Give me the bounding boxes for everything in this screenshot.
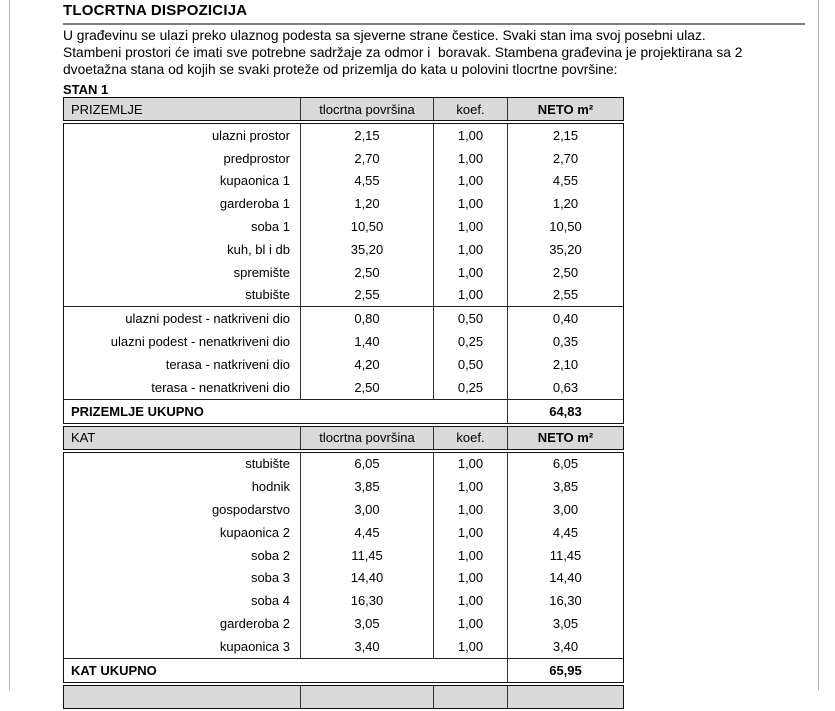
col-header-tlocrtna-povrsina <box>300 686 433 708</box>
neto-cell: 2,50 <box>507 261 623 284</box>
area-cell: 2,50 <box>300 376 433 399</box>
total-row-prizemlje <box>64 399 623 423</box>
neto-cell: 0,35 <box>507 330 623 353</box>
room-name-cell: kupaonica 1 <box>219 173 290 189</box>
area-cell: 0,80 <box>300 307 433 330</box>
table-row <box>64 376 623 399</box>
area-cell: 3,40 <box>300 635 433 658</box>
area-cell: 1,20 <box>300 192 433 215</box>
room-name-cell: stubište <box>245 456 290 472</box>
room-name-cell: kupaonica 3 <box>219 638 290 654</box>
room-name-cell: ulazni podest - nenatkriveni dio <box>110 334 290 350</box>
table-row <box>64 330 623 353</box>
table-row <box>64 261 623 284</box>
neto-cell: 35,20 <box>507 238 623 261</box>
area-cell: 14,40 <box>300 567 433 590</box>
area-cell: 2,55 <box>300 284 433 307</box>
koef-cell: 1,00 <box>433 238 507 261</box>
floor-name-cell <box>64 686 300 708</box>
koef-cell: 0,50 <box>433 353 507 376</box>
intro-line: Stambeni prostori će imati sve potrebne sadržaje za odmor i boravak. Stambena građevina je projektirana sa 2 <box>63 45 743 60</box>
koef-cell: 1,00 <box>433 261 507 284</box>
col-header-koef <box>433 686 507 708</box>
total-label-cell: KAT UKUPNO <box>71 662 157 678</box>
koef-cell: 1,00 <box>433 589 507 612</box>
neto-cell: 10,50 <box>507 215 623 238</box>
area-cell: 1,40 <box>300 330 433 353</box>
table-row <box>64 635 623 658</box>
table-row <box>64 612 623 635</box>
koef-cell: 1,00 <box>433 453 507 476</box>
koef-cell: 0,50 <box>433 307 507 330</box>
area-cell: 16,30 <box>300 589 433 612</box>
table-row <box>64 475 623 498</box>
area-cell: 3,85 <box>300 475 433 498</box>
koef-cell: 1,00 <box>433 635 507 658</box>
neto-cell: 16,30 <box>507 589 623 612</box>
neto-cell: 2,70 <box>507 147 623 170</box>
room-name-cell: spremište <box>233 264 290 280</box>
table-row <box>64 544 623 567</box>
table-row <box>64 284 623 307</box>
intro-paragraph <box>63 27 805 78</box>
room-name-cell: garderoba 1 <box>219 196 290 212</box>
room-name-cell: gospodarstvo <box>211 502 290 518</box>
area-cell: 2,50 <box>300 261 433 284</box>
neto-cell: 0,63 <box>507 376 623 399</box>
koef-cell: 0,25 <box>433 376 507 399</box>
room-name-cell: soba 1 <box>250 219 290 235</box>
table-row <box>64 521 623 544</box>
intro-line: U građevinu se ulazi preko ulaznog podesta sa sjeverne strane čestice. Svaki stan ima svoj posebni ulaz. <box>63 28 706 43</box>
room-name-cell: kupaonica 2 <box>219 524 290 540</box>
area-tables <box>63 97 624 709</box>
neto-cell: 0,40 <box>507 307 623 330</box>
room-name-cell: soba 4 <box>250 593 290 609</box>
table-row <box>64 124 623 147</box>
room-name-cell: stubište <box>245 287 290 303</box>
total-row-kat <box>64 658 623 682</box>
next-section-header-partial <box>63 685 624 709</box>
koef-cell: 1,00 <box>433 612 507 635</box>
table-header-row <box>64 686 623 708</box>
koef-cell: 1,00 <box>433 124 507 147</box>
table-row <box>64 306 623 330</box>
area-cell: 4,55 <box>300 170 433 193</box>
table-row <box>64 589 623 612</box>
area-cell: 3,00 <box>300 498 433 521</box>
area-cell: 4,45 <box>300 521 433 544</box>
left-text-boundary-line <box>9 0 10 690</box>
room-name-cell: ulazni podest - natkriveni dio <box>125 311 290 327</box>
table-row <box>64 215 623 238</box>
koef-cell: 1,00 <box>433 498 507 521</box>
neto-cell: 11,45 <box>507 544 623 567</box>
table-row <box>64 453 623 476</box>
room-name-cell: soba 2 <box>250 547 290 563</box>
total-value-cell: 64,83 <box>507 400 623 423</box>
neto-cell: 14,40 <box>507 567 623 590</box>
area-cell: 3,05 <box>300 612 433 635</box>
area-cell: 4,20 <box>300 353 433 376</box>
koef-cell: 1,00 <box>433 170 507 193</box>
neto-cell: 3,40 <box>507 635 623 658</box>
koef-cell: 1,00 <box>433 192 507 215</box>
room-name-cell: hodnik <box>251 479 290 495</box>
room-name-cell: terasa - natkriveni dio <box>165 356 290 372</box>
koef-cell: 0,25 <box>433 330 507 353</box>
neto-cell: 4,45 <box>507 521 623 544</box>
neto-cell: 6,05 <box>507 453 623 476</box>
document-content <box>63 0 805 711</box>
table-row <box>64 353 623 376</box>
section-title: TLOCRTNA DISPOZICIJA <box>63 3 805 25</box>
neto-cell: 3,00 <box>507 498 623 521</box>
neto-cell: 2,15 <box>507 124 623 147</box>
col-header-tlocrtna-povrsina: tlocrtna površina <box>300 98 433 120</box>
col-header-tlocrtna-povrsina: tlocrtna površina <box>300 427 433 449</box>
table-row <box>64 147 623 170</box>
table-row <box>64 567 623 590</box>
koef-cell: 1,00 <box>433 521 507 544</box>
koef-cell: 1,00 <box>433 544 507 567</box>
table-header-row <box>64 427 623 449</box>
total-label-cell: PRIZEMLJE UKUPNO <box>71 403 204 419</box>
neto-cell: 4,55 <box>507 170 623 193</box>
neto-cell: 2,55 <box>507 284 623 307</box>
koef-cell: 1,00 <box>433 215 507 238</box>
neto-cell: 1,20 <box>507 192 623 215</box>
area-cell: 11,45 <box>300 544 433 567</box>
room-name-cell: ulazni prostor <box>211 127 290 143</box>
col-header-neto-m2: NETO m² <box>507 427 623 449</box>
table-row <box>64 498 623 521</box>
neto-cell: 3,05 <box>507 612 623 635</box>
room-name-cell: soba 3 <box>250 570 290 586</box>
koef-cell: 1,00 <box>433 284 507 307</box>
table-body-prizemlje <box>63 123 624 424</box>
intro-line: dvoetažna stana od kojih se svaki proteže od prizemlja do kata u polovini tlocrtne površine: <box>63 62 618 77</box>
room-name-cell: terasa - nenatkriveni dio <box>151 379 290 395</box>
area-cell: 10,50 <box>300 215 433 238</box>
area-cell: 6,05 <box>300 453 433 476</box>
koef-cell: 1,00 <box>433 567 507 590</box>
floor-name-cell: PRIZEMLJE <box>71 101 143 117</box>
floor-name-cell: KAT <box>71 430 96 446</box>
area-cell: 35,20 <box>300 238 433 261</box>
room-name-cell: garderoba 2 <box>219 616 290 632</box>
table-row <box>64 170 623 193</box>
table-header-kat <box>63 426 624 450</box>
table-header-row <box>64 98 623 120</box>
table-header-prizemlje <box>63 97 624 121</box>
area-cell: 2,70 <box>300 147 433 170</box>
koef-cell: 1,00 <box>433 147 507 170</box>
col-header-koef: koef. <box>433 427 507 449</box>
table-row <box>64 238 623 261</box>
col-header-neto-m2: NETO m² <box>507 98 623 120</box>
room-name-cell: predprostor <box>223 150 290 166</box>
apartment-label: STAN 1 <box>63 82 109 97</box>
koef-cell: 1,00 <box>433 475 507 498</box>
area-cell: 2,15 <box>300 124 433 147</box>
room-name-cell: kuh, bl i db <box>227 241 290 257</box>
table-row <box>64 192 623 215</box>
col-header-neto-m2 <box>507 686 623 708</box>
neto-cell: 3,85 <box>507 475 623 498</box>
right-text-boundary-line <box>818 0 819 690</box>
neto-cell: 2,10 <box>507 353 623 376</box>
table-body-kat <box>63 452 624 683</box>
total-value-cell: 65,95 <box>507 659 623 682</box>
col-header-koef: koef. <box>433 98 507 120</box>
